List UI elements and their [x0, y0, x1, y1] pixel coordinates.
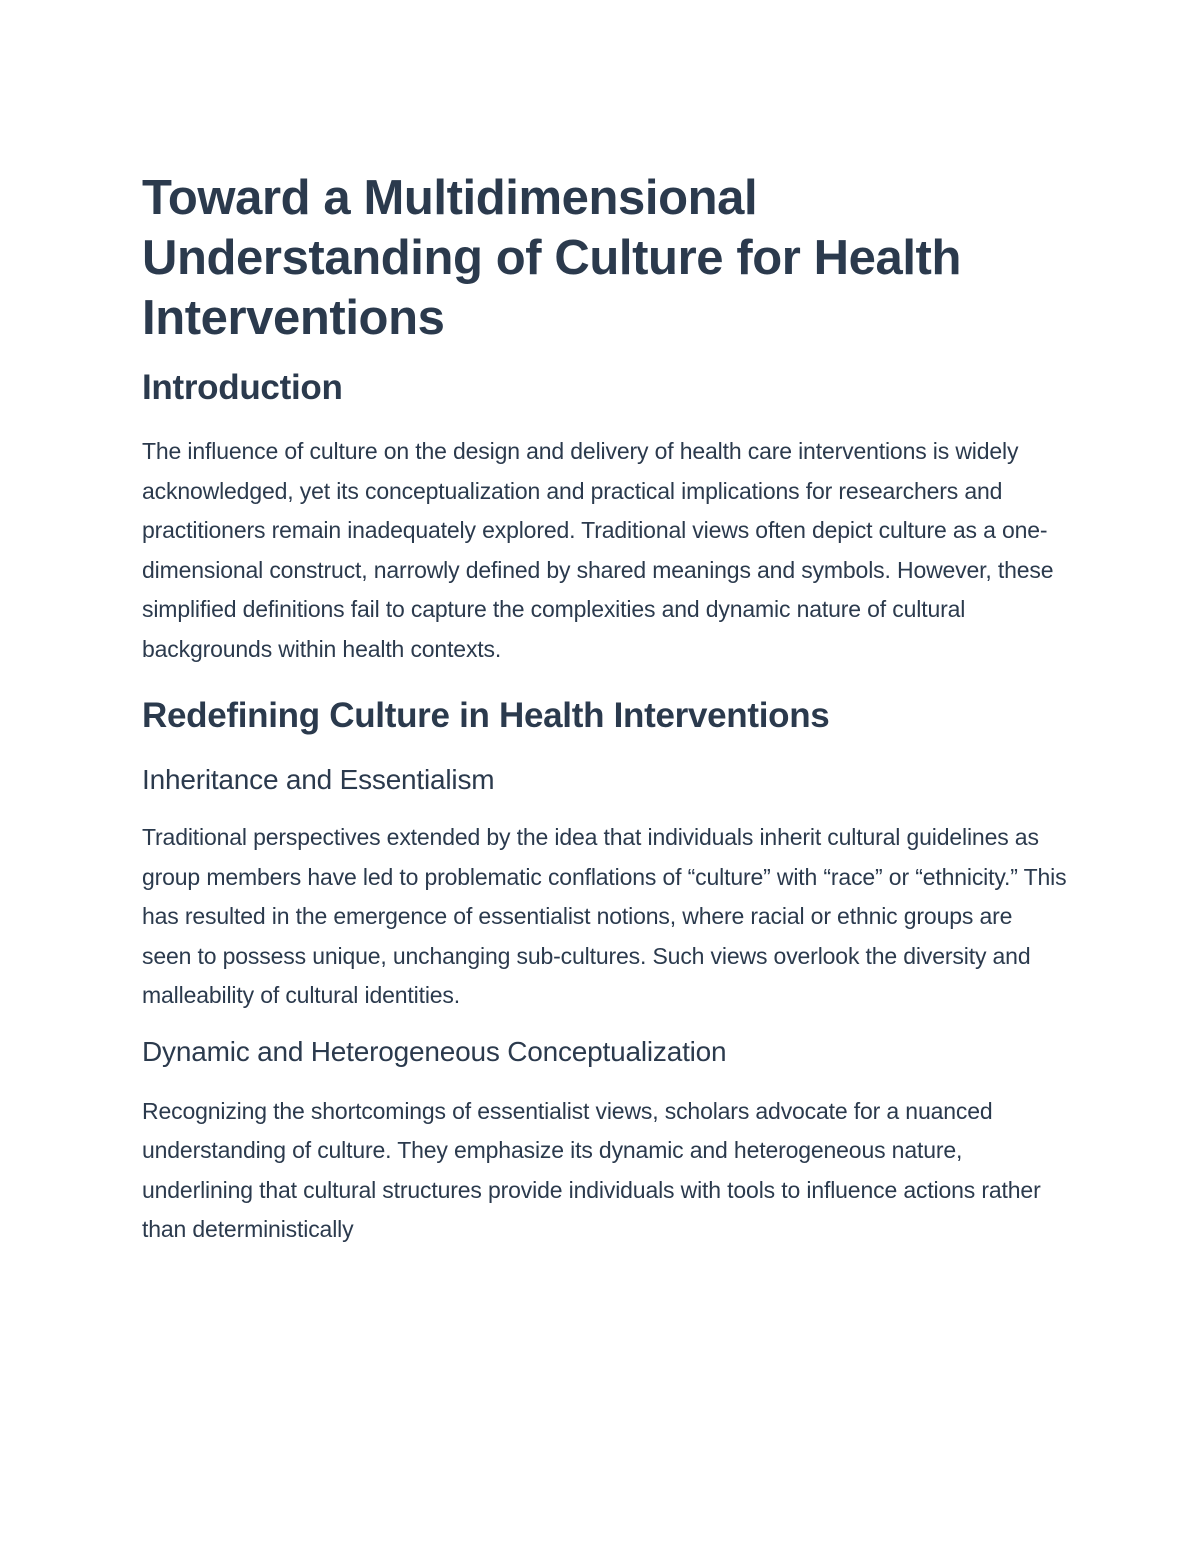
title-block — [142, 168, 1067, 348]
document-page — [142, 168, 1067, 1250]
introduction-heading: Introduction — [142, 368, 343, 407]
inheritance-essentialism-heading: Inheritance and Essentialism — [142, 764, 495, 795]
dynamic-heterogeneous-heading: Dynamic and Heterogeneous Conceptualization — [142, 1035, 727, 1067]
introduction-paragraph: The influence of culture on the design and delivery of health care interventions is widely acknowledged, yet its conceptualization and practical implications for researchers and practitioners remain inadequately explored. Traditional views often depict culture as a one-dimensional construct, narrowly defined by shared meanings and symbols. However, these simplified definitions fail to capture the complexities and dynamic nature of cultural backgrounds within health contexts. — [142, 438, 1054, 662]
dynamic-heterogeneous-paragraph: Recognizing the shortcomings of essentialist views, scholars advocate for a nuanced understanding of culture. They emphasize its dynamic and heterogeneous nature, underlining that cultural structures provide individuals with tools to influence actions rather than deterministically — [142, 1097, 1041, 1242]
redefining-culture-heading: Redefining Culture in Health Interventions — [142, 696, 830, 735]
inheritance-essentialism-paragraph: Traditional perspectives extended by the idea that individuals inherit cultural guidelines as group members have led to problematic conflations of “culture” with “race” or “ethnicity.” This has resulted in the emergence of essentialist notions, where racial or ethnic groups are seen to possess unique, unchanging sub-cultures. Such views overlook the diversity and malleability of cultural identities. — [142, 824, 1067, 1008]
document-title: Toward a Multidimensional Understanding of Culture for Health Interventions — [142, 171, 962, 345]
